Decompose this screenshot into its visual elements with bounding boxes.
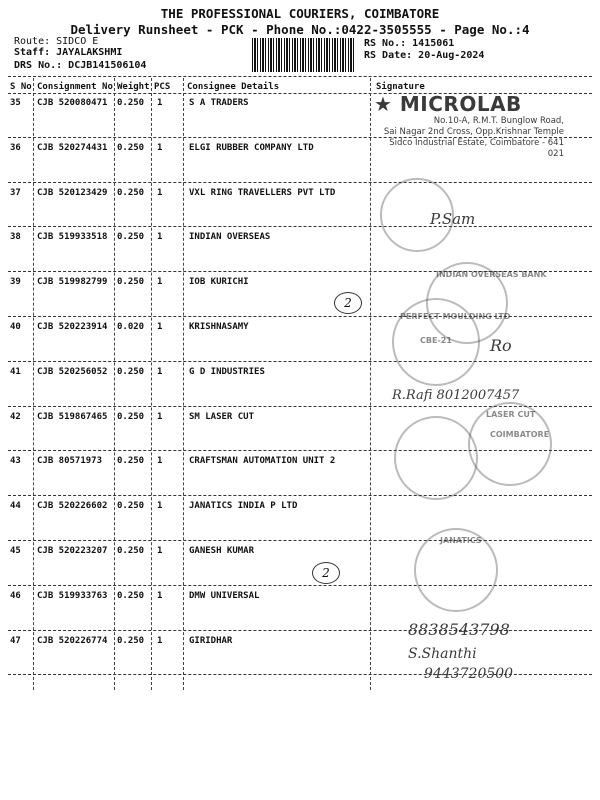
microlab-stamp: [374, 92, 564, 160]
route-label: Route: SIDCO E: [14, 36, 99, 47]
bank-seal-text: INDIAN OVERSEAS BANK: [436, 270, 547, 279]
row-consignment-no: CJB 520274431: [37, 142, 108, 153]
row-weight: 0.250: [117, 546, 145, 556]
row-sno: 41: [10, 366, 21, 377]
microlab-address-2: Sai Nagar 2nd Cross, Opp.Krishnar Temple: [383, 127, 564, 137]
row-consignee: S A TRADERS: [189, 98, 249, 108]
row-sno: 44: [10, 501, 21, 512]
signature-row40: Ro: [490, 336, 512, 355]
row-sno: 43: [10, 456, 21, 467]
row-consignee: G D INDUSTRIES: [189, 366, 265, 377]
row-divider: [8, 182, 592, 183]
row-consignment-no: CJB 520226774: [37, 635, 108, 646]
coimbatore-seal-text: COIMBATORE: [490, 430, 550, 439]
row-sno: 39: [10, 277, 21, 288]
col-header-consignment: Consignment No: [37, 82, 113, 92]
row-pcs: 1: [157, 142, 163, 153]
row-divider: [8, 540, 592, 541]
row-divider: [8, 226, 592, 227]
row-divider: [8, 585, 592, 586]
row-sno: 42: [10, 411, 21, 422]
row-pcs: 1: [157, 366, 163, 377]
row-weight: 0.250: [117, 501, 145, 512]
row-consignment-no: CJB 520226602: [37, 501, 108, 512]
row-sno: 40: [10, 322, 21, 332]
circled-count-row39: 2: [334, 292, 362, 314]
row-sno: 36: [10, 142, 21, 153]
row-consignment-no: CJB 519933518: [37, 232, 108, 243]
rs-date: RS Date: 20-Aug-2024: [364, 50, 485, 61]
row-consignment-no: CJB 519933763: [37, 590, 108, 601]
signature-row47: S.Shanthi: [408, 646, 477, 662]
row-sno: 46: [10, 590, 21, 601]
row-weight: 0.250: [117, 456, 145, 467]
row-consignment-no: CJB 520123429: [37, 187, 108, 198]
row-consignee: VXL RING TRAVELLERS PVT LTD: [189, 187, 336, 198]
row-weight: 0.250: [117, 142, 145, 153]
row-consignee: IOB KURICHI: [189, 277, 249, 288]
moulding-seal-text: PERFECT MOULDING LTD: [400, 312, 511, 321]
row-pcs: 1: [157, 635, 163, 646]
phone-row47: 9443720500: [424, 666, 514, 682]
microlab-address-1: No.10-A, R.M.T. Bunglow Road,: [433, 116, 564, 126]
signature-row38: P.Sam: [430, 210, 476, 228]
row-consignee: ELGI RUBBER COMPANY LTD: [189, 142, 314, 153]
row-sno: 45: [10, 546, 21, 556]
barcode-image: [252, 38, 356, 72]
row-consignee: CRAFTSMAN AUTOMATION UNIT 2: [189, 456, 336, 467]
row-sno: 35: [10, 98, 21, 108]
row-divider: [8, 361, 592, 362]
row-weight: 0.250: [117, 590, 145, 601]
row-pcs: 1: [157, 232, 163, 243]
row-consignee: JANATICS INDIA P LTD: [189, 501, 298, 512]
rs-number: RS No.: 1415061: [364, 38, 455, 49]
automation-seal-stamp: [394, 416, 478, 500]
row-weight: 0.250: [117, 232, 145, 243]
drs-number: DRS No.: DCJB141506104: [14, 60, 147, 71]
row-consignment-no: CJB 80571973: [37, 456, 103, 467]
signature-row41: R.Rafi 8012007457: [392, 388, 520, 403]
col-divider: [370, 78, 371, 690]
row-weight: 0.250: [117, 277, 145, 288]
row-consignment-no: CJB 519982799: [37, 277, 108, 288]
row-consignment-no: CJB 520223207: [37, 546, 108, 556]
company-title: THE PROFESSIONAL COURIERS, COIMBATORE: [160, 6, 440, 21]
row-consignment-no: CJB 520223914: [37, 322, 108, 332]
runsheet-subtitle: Delivery Runsheet - PCK - Phone No.:0422-3505555 - Page No.:4: [70, 22, 530, 37]
microlab-address-3: Sidco Industrial Estate, Coimbatore - 641 021: [389, 138, 564, 159]
row-consignee: SM LASER CUT: [189, 411, 255, 422]
row-weight: 0.250: [117, 635, 145, 646]
col-header-pcs: PCS: [154, 82, 171, 92]
col-header-consignee: Consignee Details: [187, 82, 280, 92]
row-divider: [8, 495, 592, 496]
phone-row46: 8838543798: [408, 620, 510, 639]
staff-label: Staff: JAYALAKSHMI: [14, 47, 123, 58]
row-pcs: 1: [157, 322, 163, 332]
row-weight: 0.250: [117, 98, 145, 108]
col-header-weight: Weight: [117, 82, 150, 92]
col-header-signature: Signature: [376, 82, 425, 92]
col-divider: [151, 78, 152, 690]
row-sno: 47: [10, 635, 21, 646]
row-consignee: GANESH KUMAR: [189, 546, 255, 556]
row-sno: 38: [10, 232, 21, 243]
row-pcs: 1: [157, 501, 163, 512]
row-consignee: KRISHNASAMY: [189, 322, 249, 332]
row-weight: 0.020: [117, 322, 145, 332]
row-consignment-no: CJB 520080471: [37, 98, 108, 108]
row-pcs: 1: [157, 98, 163, 108]
row-pcs: 1: [157, 277, 163, 288]
circled-count-row45: 2: [312, 562, 340, 584]
microlab-name: ★ MICROLAB: [374, 92, 522, 116]
col-header-sno: S No: [10, 82, 32, 92]
row-consignee: DMW UNIVERSAL: [189, 590, 260, 601]
row-pcs: 1: [157, 590, 163, 601]
row-pcs: 1: [157, 411, 163, 422]
row-weight: 0.250: [117, 187, 145, 198]
janatics-seal-text: JANATICS: [440, 536, 482, 545]
row-weight: 0.250: [117, 366, 145, 377]
row-pcs: 1: [157, 546, 163, 556]
laser-seal-text: LASER CUT: [486, 410, 536, 419]
row-weight: 0.250: [117, 411, 145, 422]
cbe-seal-text: CBE-21: [420, 336, 452, 345]
col-divider: [33, 78, 34, 690]
row-pcs: 1: [157, 187, 163, 198]
row-pcs: 1: [157, 456, 163, 467]
col-divider: [114, 78, 115, 690]
row-consignee: GIRIDHAR: [189, 635, 233, 646]
row-consignee: INDIAN OVERSEAS: [189, 232, 271, 243]
header-rule-top: [8, 76, 592, 77]
row-consignment-no: CJB 519867465: [37, 411, 108, 422]
row-consignment-no: CJB 520256052: [37, 366, 108, 377]
col-divider: [183, 78, 184, 690]
row-sno: 37: [10, 187, 21, 198]
